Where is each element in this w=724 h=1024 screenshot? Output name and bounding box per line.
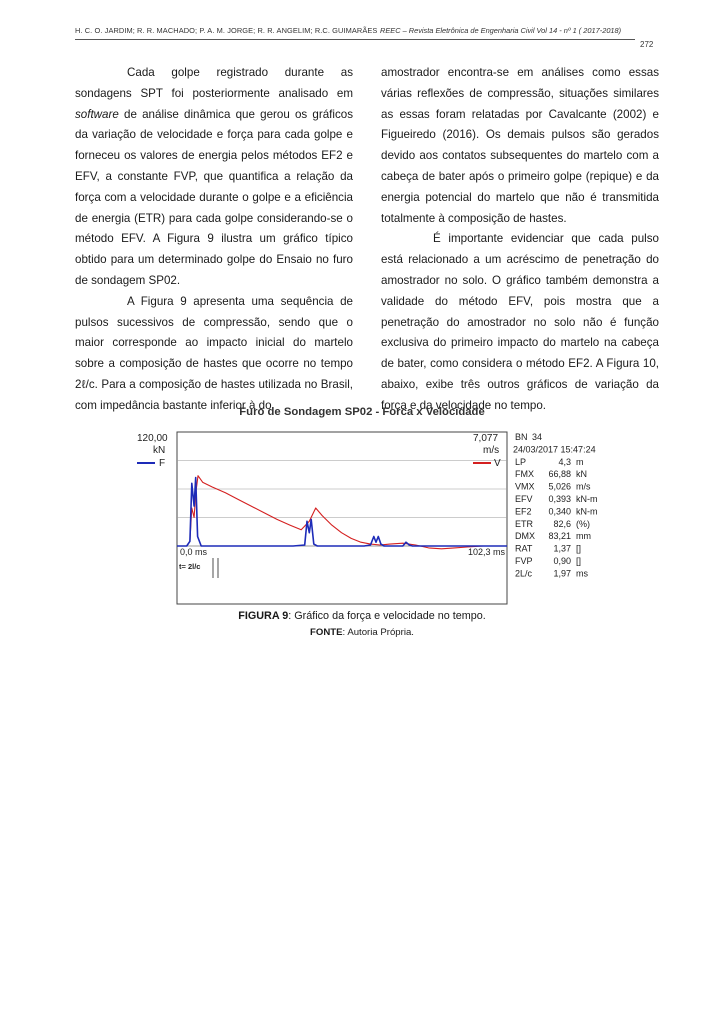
readout-panel — [513, 432, 598, 578]
readout-label-5: EFV — [515, 494, 533, 504]
left-p1-pre: Cada golpe registrado durante as sondagens SPT foi posteriormente analisado em — [75, 66, 353, 100]
figure-source — [0, 627, 724, 638]
right-paragraph-1: amostrador encontra-se em análises como essas várias reflexões de compressão, situações similares as essas foram relatadas por Cavalcante (2002) e Figueiredo (2016). Os demais pulsos são gerados devido aos contatos subsequentes do martelo com a cabeça de bater após o primeiro golpe (repique) e da energia potencial do martelo que não é transmitida totalmente à composição de hastes. — [381, 66, 659, 225]
readout-value-0: 34 — [532, 432, 543, 442]
readout-label-4: VMX — [515, 481, 535, 492]
readout-unit-6: kN-m — [576, 506, 598, 517]
header-rule — [75, 39, 635, 40]
plot-frame — [177, 432, 507, 604]
readout-value-4: 5,026 — [548, 481, 571, 492]
y-right-unit-label: m/s — [483, 445, 500, 456]
source-text: : Autoria Própria. — [342, 627, 414, 638]
readout-unit-5: kN-m — [576, 494, 598, 504]
y-right-max-label: 7,077 — [473, 433, 499, 444]
header-authors: H. C. O. JARDIM; R. R. MACHADO; P. A. M. JORGE; R. R. ANGELIM; R.C. GUIMARÃES — [75, 26, 378, 35]
figure-title: Furo de Sondagem SP02 - Forca x Velocidade — [239, 406, 485, 418]
readout-value-5: 0,393 — [548, 494, 571, 504]
readout-value-7: 82,6 — [553, 518, 571, 529]
readout-value-9: 1,37 — [553, 543, 571, 554]
readout-value-10: 0,90 — [553, 556, 571, 566]
source-label: FONTE — [310, 627, 343, 638]
readout-label-2: LP — [515, 456, 527, 467]
right-column — [381, 63, 659, 417]
readout-label-9: RAT — [515, 543, 533, 554]
readout-unit-9: [] — [576, 543, 582, 554]
readout-label-10: FVP — [515, 556, 533, 566]
figure-caption — [0, 610, 724, 622]
x-end-label: 102,3 ms — [468, 547, 506, 557]
y-left-unit-label: kN — [153, 445, 166, 456]
x-start-label: 0,0 ms — [180, 547, 208, 557]
readout-unit-11: ms — [576, 568, 588, 579]
caption-label: FIGURA 9 — [238, 610, 289, 622]
left-paragraph-2: A Figura 9 apresenta uma sequência de pulsos sucessivos de compressão, sendo que o maior corresponde ao impacto inicial do martelo sobre a composição de hastes que ocorre no tempo 2ℓ/c. Para a composição de hastes utilizada no Brasil, com impedância bastante inferior à do — [75, 294, 353, 412]
readout-label-6: EF2 — [515, 506, 532, 517]
readout-unit-3: kN — [576, 469, 587, 480]
right-paragraph-2: É importante evidenciar que cada pulso está relacionado a um acréscimo de penetração do amostrador no solo. O gráfico também demonstra a validade do método EFV, pois mostra que a penetração do amostrador no solo não é função exclusiva do primeiro impacto do martelo na cabeça de bater, como considera o método EF2. A Figura 10, abaixo, exibe três outros gráficos de variação da força e da velocidade no tempo. — [381, 232, 659, 412]
readout-label-8: DMX — [515, 531, 535, 542]
left-column — [75, 63, 353, 417]
legend-f-label: F — [159, 458, 166, 469]
readout-timestamp: 24/03/2017 15:47:24 — [513, 444, 596, 455]
readout-label-0: BN — [515, 432, 528, 442]
readout-label-7: ETR — [515, 518, 533, 529]
readout-value-6: 0,340 — [548, 506, 571, 517]
y-left-max-label: 120,00 — [137, 433, 168, 444]
readout-unit-8: mm — [576, 531, 591, 542]
readout-unit-2: m — [576, 456, 584, 467]
readout-unit-4: m/s — [576, 481, 591, 492]
left-paragraph-1 — [75, 63, 353, 292]
readout-label-11: 2L/c — [515, 568, 533, 579]
force-velocity-chart — [135, 428, 605, 608]
marker-label: t= 2l/c — [179, 562, 201, 571]
legend-v-label: V — [494, 458, 501, 469]
left-p1-italic: software — [75, 107, 119, 121]
readout-value-8: 83,21 — [548, 531, 571, 542]
readout-value-11: 1,97 — [553, 568, 571, 579]
header-journal: REEC – Revista Eletrônica de Engenharia Civil Vol 14 - nº 1 ( 2017-2018) — [380, 26, 622, 35]
readout-unit-10: [] — [576, 556, 582, 566]
page-number: 272 — [640, 40, 654, 49]
readout-unit-7: (%) — [576, 518, 590, 529]
readout-value-3: 66,88 — [548, 469, 571, 480]
caption-text: : Gráfico da força e velocidade no tempo. — [288, 610, 486, 622]
readout-label-3: FMX — [515, 469, 534, 480]
readout-value-2: 4,3 — [558, 456, 571, 467]
left-p1-post: de análise dinâmica que gerou os gráficos da variação de velocidade e força para cada golpe e forneceu os valores de energia pelos métodos EF2 e EFV, a constante FVP, que quantifica a relação da força com a velocidade durante o golpe e a eficiência de energia (ETR) para cada golpe considerando-se o método EFV. A Figura 9 ilustra um gráfico típico obtido para um determinado golpe do Ensaio no furo de sondagem SP02. — [75, 107, 353, 287]
